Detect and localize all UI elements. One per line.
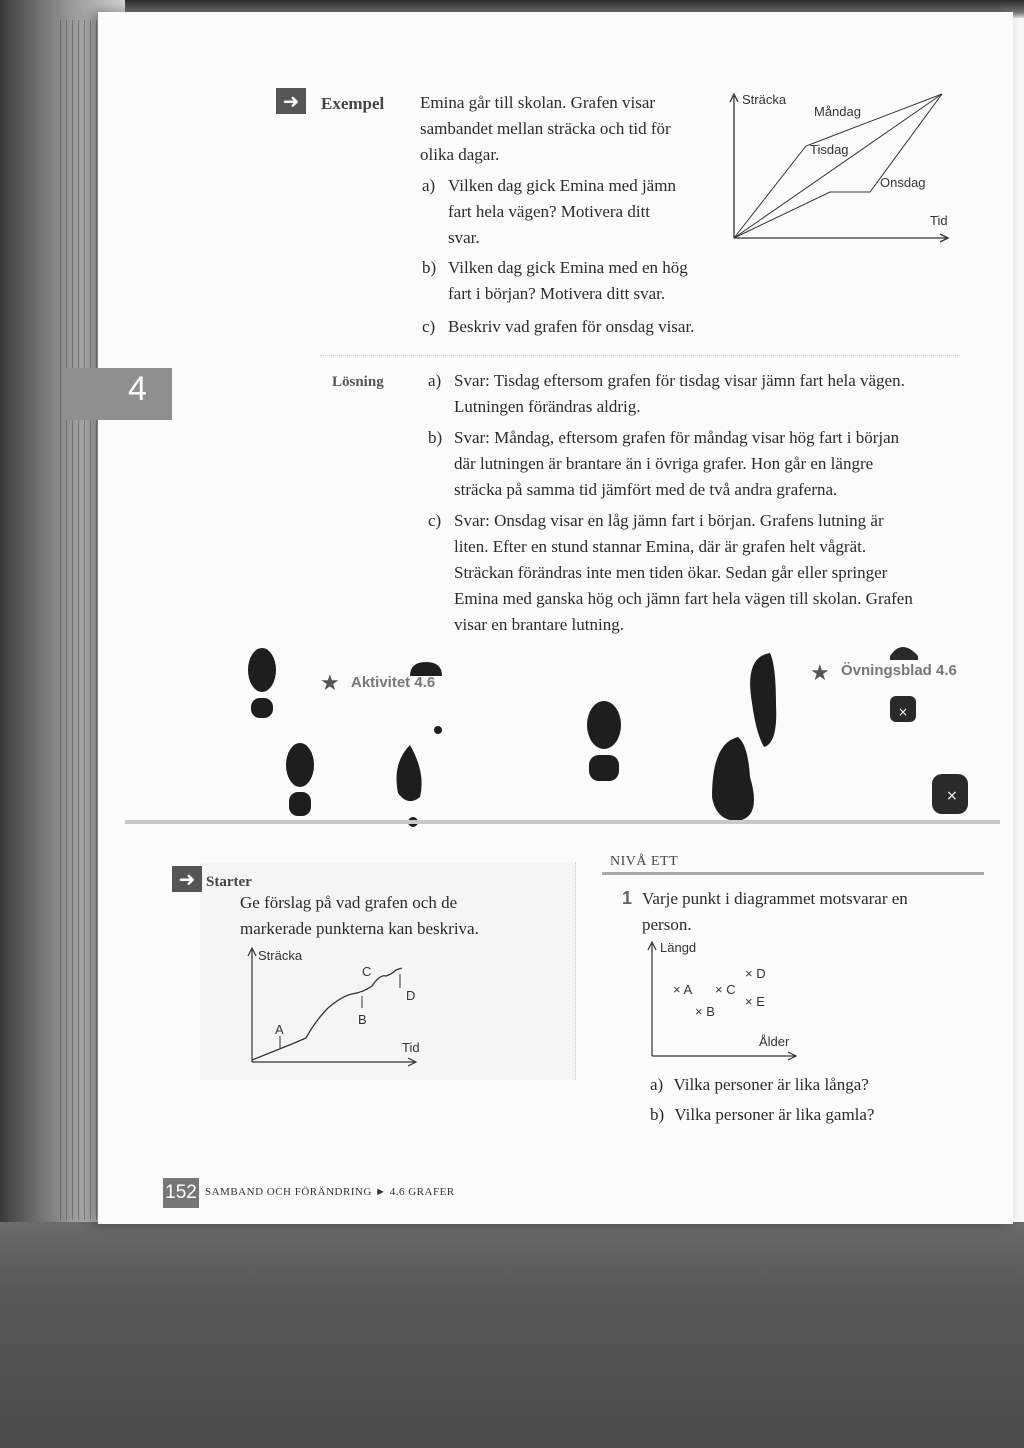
solution-answer-b: b) Svar: Måndag, eftersom grafen för måndag visar hög fart i början där lutningen är brantare än i övriga grafer. Hon går en längre sträcka på samma tid jämfört med de två andra graferna.	[428, 428, 900, 499]
activity-link[interactable]: Aktivitet 4.6	[351, 674, 436, 691]
example-label: Exempel	[321, 94, 385, 113]
task-text: Varje punkt i diagrammet motsvarar en person.	[642, 889, 908, 934]
chapter-tab	[62, 368, 172, 420]
point-B-label: B	[358, 1012, 367, 1027]
scatter-y-label: Längd	[660, 940, 697, 955]
subquestion-a: a) Vilka personer är lika långa?	[650, 1075, 869, 1094]
level-heading: NIVÅ ETT	[610, 854, 679, 869]
shoe-sole-icons	[880, 634, 970, 834]
starter-y-label: Sträcka	[258, 948, 303, 963]
legend-onsdag: Onsdag	[880, 175, 926, 190]
level-rule	[602, 872, 984, 875]
point-A-label: A	[275, 1022, 284, 1037]
arrow-right-icon: ➜	[276, 88, 306, 114]
star-icon: ★	[320, 670, 340, 695]
legend-mandag: Måndag	[814, 104, 861, 119]
scatter-point-D: × D	[745, 966, 766, 981]
scatter-point-C: × C	[715, 982, 736, 997]
solution-label: Lösning	[332, 374, 384, 390]
section-divider	[125, 820, 1000, 824]
book-bottom-edge	[0, 1222, 1024, 1448]
task-number: 1	[622, 888, 633, 908]
example-question-b: b) Vilken dag gick Emina med en hög fart i början? Motivera ditt svar.	[422, 258, 688, 303]
scatter-point-A: × A	[673, 982, 693, 997]
solution-answer-a: a) Svar: Tisdag eftersom grafen för tisdag visar jämn fart hela vägen. Lutningen förändras aldrig.	[428, 371, 905, 416]
footprints-left	[240, 640, 460, 835]
point-D-label: D	[406, 988, 416, 1003]
divider	[320, 355, 960, 356]
example-x-label: Tid	[930, 213, 948, 228]
example-y-label: Sträcka	[742, 92, 787, 107]
worksheet-link[interactable]: Övningsblad 4.6	[841, 662, 957, 679]
starter-curve	[252, 968, 402, 1060]
example-question-c: c) Beskriv vad grafen för onsdag visar.	[422, 317, 695, 336]
svg-text:×: ×	[898, 705, 909, 719]
subquestion-b: b) Vilka personer är lika gamla?	[650, 1105, 875, 1124]
example-intro: Emina går till skolan. Grafen visar sambandet mellan sträcka och tid för olika dagar.	[420, 93, 671, 164]
scatter-point-B: × B	[695, 1004, 715, 1019]
chapter-number: 4	[128, 370, 147, 408]
scatter-x-label: Ålder	[759, 1034, 790, 1049]
arrow-right-icon: ➜	[172, 866, 202, 892]
page-number: 152	[163, 1178, 199, 1208]
footer-breadcrumb: SAMBAND OCH FÖRÄNDRING ► 4.6 GRAFER	[205, 1186, 455, 1198]
star-icon: ★	[810, 660, 830, 685]
example-question-a: a) Vilken dag gick Emina med jämn fart hela vägen? Motivera ditt svar.	[422, 176, 676, 247]
solution-answer-c: c) Svar: Onsdag visar en låg jämn fart i början. Grafens lutning är liten. Efter en stund stannar Emina, där är grafen helt vågrät. Sträckan förändras inte men tiden ökar. Sedan går eller springer Emina med ganska hög och jämn fart hela vägen till skolan. Grafen visar en brantare lutning.	[428, 511, 913, 634]
point-C-label: C	[362, 964, 372, 979]
svg-text:×: ×	[946, 788, 958, 804]
legend-tisdag: Tisdag	[810, 142, 849, 157]
starter-x-label: Tid	[402, 1040, 420, 1055]
starter-text: Ge förslag på vad grafen och de markerade punkterna kan beskriva.	[240, 893, 479, 938]
footprint-icon	[587, 653, 776, 821]
starter-label: Starter	[206, 874, 252, 890]
scatter-point-E: × E	[745, 994, 765, 1009]
footprints-right	[578, 645, 778, 825]
